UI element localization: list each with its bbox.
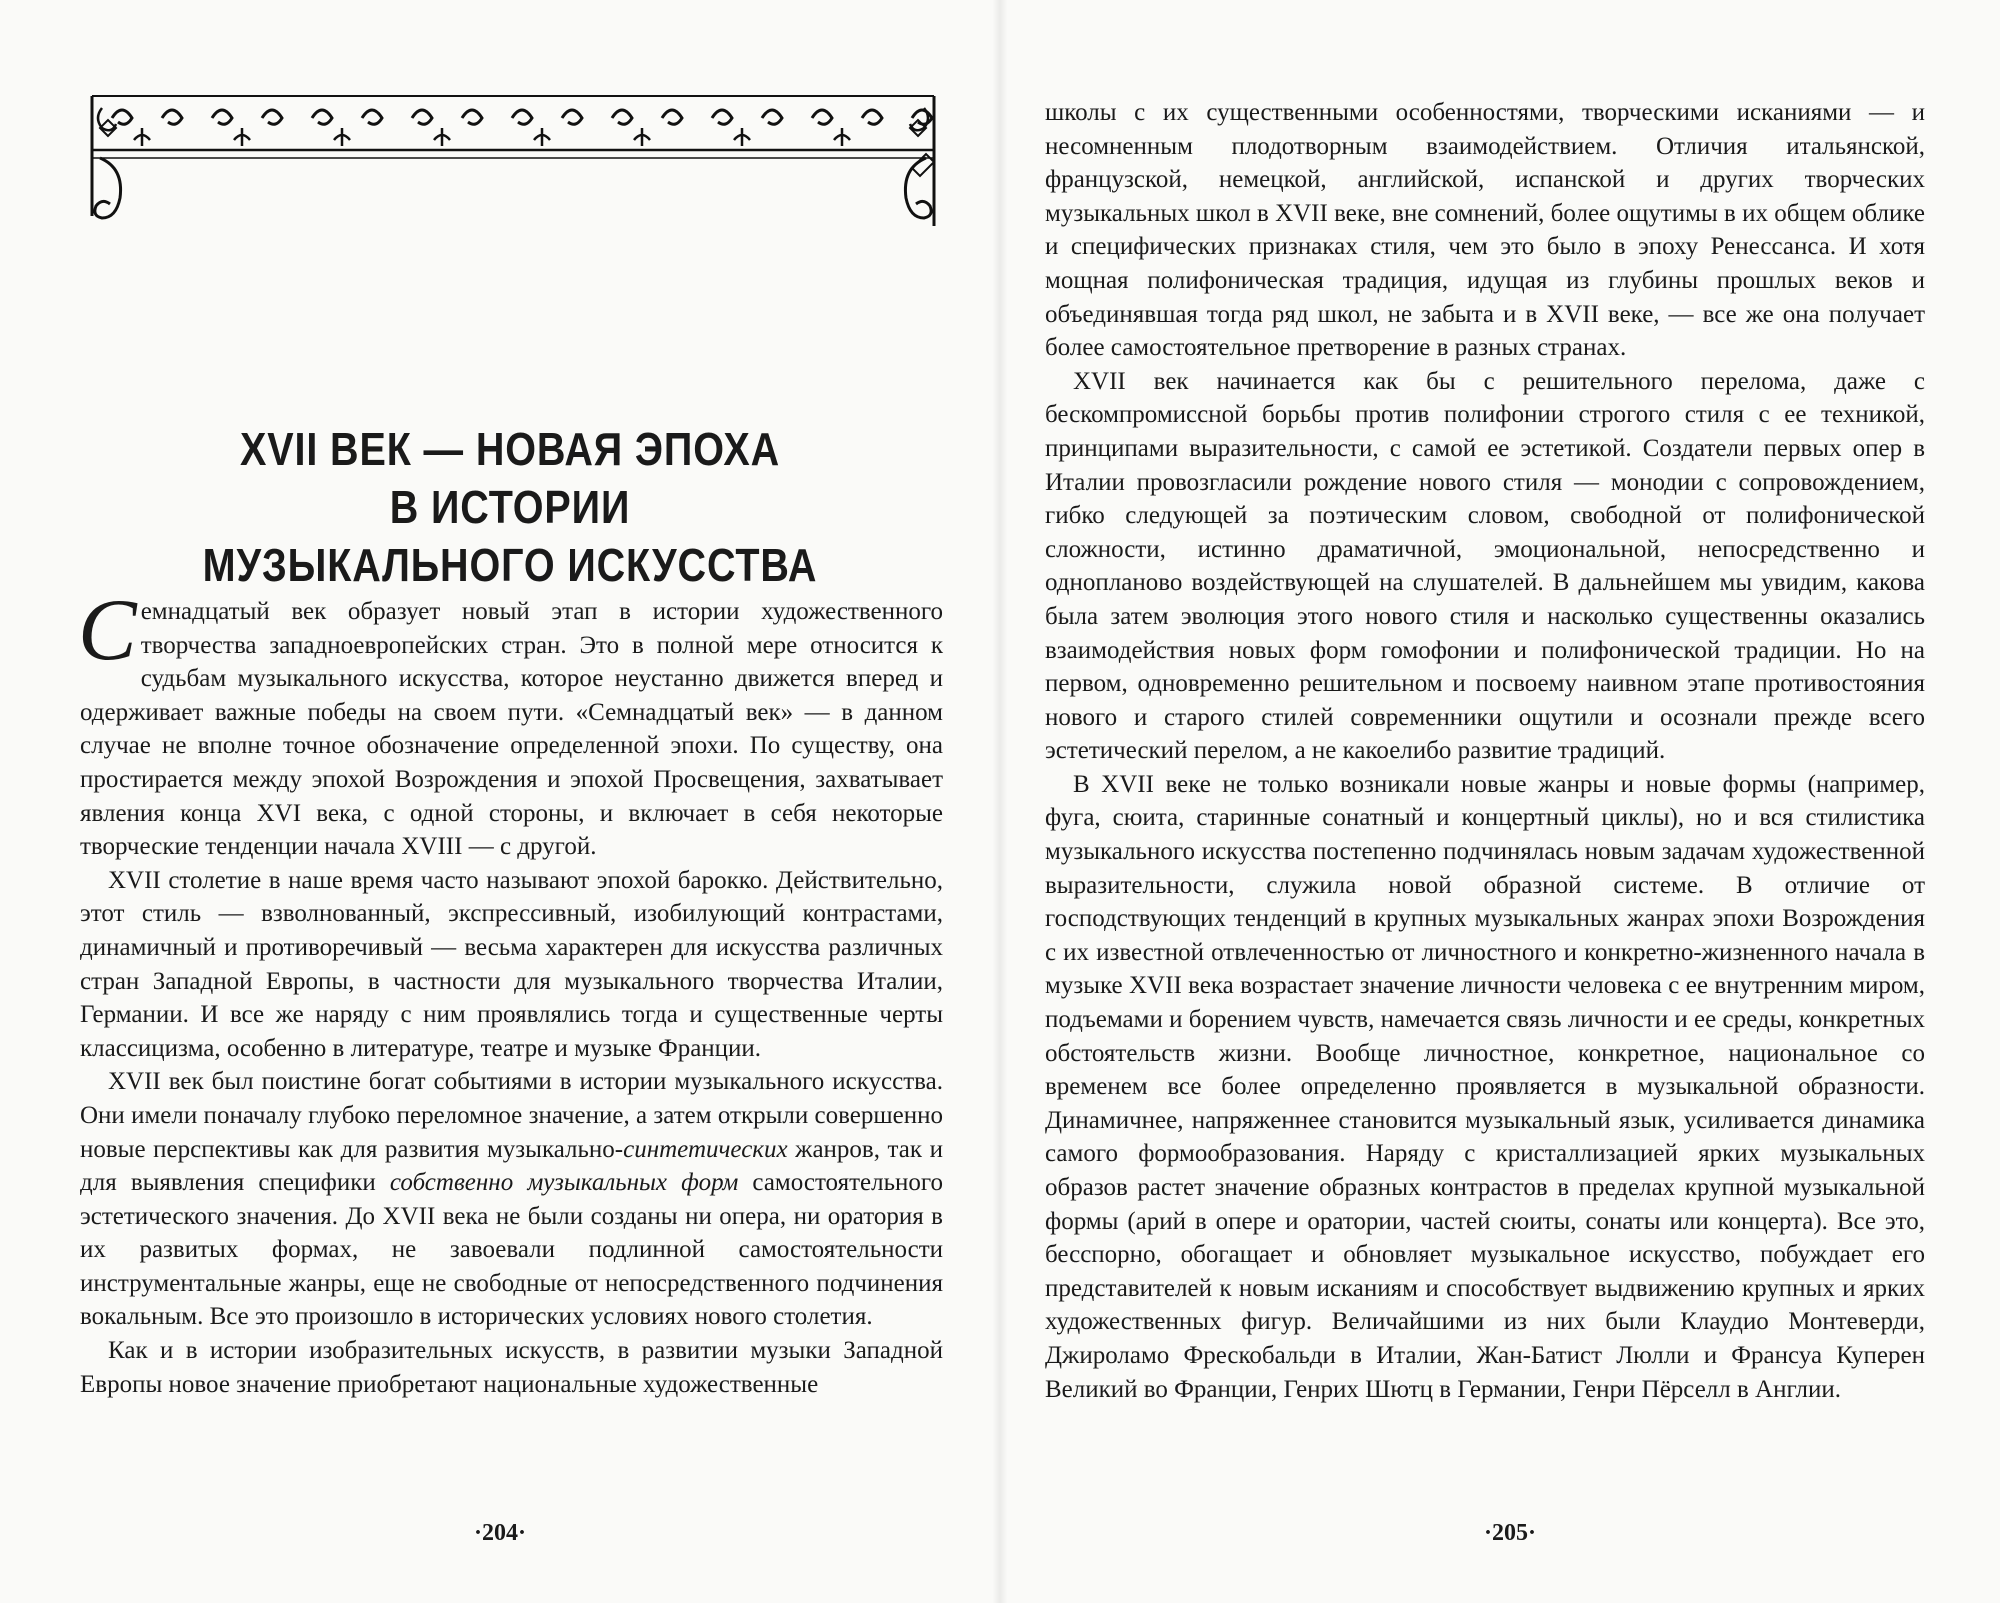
page-number-left: ·204· bbox=[473, 1520, 526, 1546]
paragraph-3-part-c: самостоятельного эстетического значения. До XVII века не были созданы ни опера, ни оратория в их развитых формах, не завоевали подлинной самостоятельности инструментальные жанры, еще не свободные от непосредственного подчинения вокальным. Все это произошло в исторических условиях нового столетия. bbox=[80, 1169, 943, 1331]
paragraph-3-part-a: XVII век был поистине богат событиями в истории музыкального искусства. Они имели поначалу глубоко переломное значение, а затем открыли совершенно новые перспективы как для развития музыкально- bbox=[80, 1068, 943, 1163]
page-number-right: ·205· bbox=[1483, 1520, 1536, 1546]
chapter-title-line-3: МУЗЫКАЛЬНОГО ИСКУССТВА bbox=[202, 539, 818, 591]
paragraph-4: Как и в истории изобразительных искусств, в развитии музыки Западной Европы новое значение приобретают национальные художественные bbox=[80, 1337, 943, 1398]
drop-cap: С bbox=[78, 582, 137, 679]
right-paragraph-1: школы с их существенными особенностями, творческими исканиями — и несомненным плодотворным взаимодействием. Отличия итальянской, французской, немецкой, английской, испанской и других творческих музыкальных школ в XVII веке, вне сомнений, более ощутимы в их общем облике и специфических признаках стиля, чем это было в эпоху Ренессанса. И хотя мощная полифоническая традиция, идущая из глубины прошлых веков и объединявшая тогда ряд школ, не забыта и в XVII веке, — все же она получает более самостоятельное претворение в разных странах. bbox=[1045, 99, 1925, 362]
paragraph-1-text: емнадцатый век образует новый этап в истории художественного творчества западноевропейских стран. Это в полной мере относится к судьбам музыкального искусства, которое неустанно движется вперед и одерживает важные победы на своем пути. «Семнадцатый век» — в данном случае не вполне точное обозначение определенной эпохи. По существу, она простирается между эпохой Возрождения и эпохой Просвещения, захватывает явления конца XVI века, с одной стороны, и включает в себя некоторые творческие тенденции начала XVIII — с другой. bbox=[80, 598, 943, 861]
paragraph-2: XVII столетие в наше время часто называют эпохой барокко. Действительно, этот стиль — взволнованный, экспрессивный, изобилующий контрастами, динамичный и противоречивый — весьма характерен для искусства различных стран Западной Европы, в частности для музыкального творчества Италии, Германии. И все же наряду с ним проявлялись тогда и существенные черты классицизма, особенно в литературе, театре и музыке Франции. bbox=[80, 866, 943, 1062]
paragraph-3-emphasis-1: синтетических bbox=[623, 1135, 788, 1163]
right-paragraph-3: В XVII веке не только возникали новые жанры и новые формы (например, фуга, сюита, старинные сонатный и концертный циклы), но и вся стилистика музыкального искусства постепенно подчинялась новым задачам художественной выразительности, служила новой образной системе. В отличие от господствующих тенденций в крупных музыкальных жанрах эпохи Возрождения с их известной отвлеченностью от личностного и конкретно-жизненного начала в музыке XVII века возрастает значение личности человека с ее внутренним миром, подъемами и борением чувств, намечается связь личности и ее среды, конкретных обстоятельств жизни. Вообще личностное, конкретное, национальное со временем все более определенно проявляется в музыкальной образности. Динамичнее, напряженнее становится музыкальный язык, усиливается динамика самого формообразования. Наряду с кристаллизацией ярких музыкальных образов растет значение образных контрастов в пределах крупной музыкальной формы (арий в опере и оратории, частей сюиты, сонаты или концерта). Все это, бесспорно, обогащает и обновляет музыкальное искусство, побуждает его представителей к новым исканиям и способствует выдвижению крупных и ярких художественных фигур. Величайшими из них были Клаудио Монтеверди, Джироламо Фрескобальди в Италии, Жан-Батист Люлли и Франсуа Куперен Великий во Франции, Генрих Шютц в Германии, Генри Пёрселл в Англии. bbox=[1045, 770, 1925, 1403]
right-paragraph-2: XVII век начинается как бы с решительного перелома, даже с бескомпромиссной борьбы против полифонии строгого стиля с ее техникой, принципами выразительности, с самой ее эстетикой. Создатели первых опер в Италии провозгласили рождение нового стиля — монодии с сопровождением, гибко следующей за поэтическим словом, свободной от полифонической сложности, истинно драматичной, эмоциональной, непосредственно и однопланово воздействующей на слушателей. В дальнейшем мы увидим, какова была затем эволюция этого нового стиля и насколько существенны оказались взаимодействия новых форм гомофонии и полифонической традиции. Но на первом, одновременно решительном и посвоему наивном этапе противостояния нового и старого стилей современники ощутили и осознали прежде всего эстетический перелом, а не какоелибо развитие традиций. bbox=[1045, 367, 1925, 765]
paragraph-3-emphasis-2: собственно музыкальных форм bbox=[389, 1169, 739, 1197]
chapter-title-line-1: XVII ВЕК — НОВАЯ ЭПОХА bbox=[239, 423, 781, 475]
chapter-title-line-2: В ИСТОРИИ bbox=[389, 481, 631, 533]
right-page-body bbox=[1045, 96, 1925, 1406]
paragraph-3-part-b: жанров, так и для выявления специфики bbox=[80, 1135, 944, 1197]
